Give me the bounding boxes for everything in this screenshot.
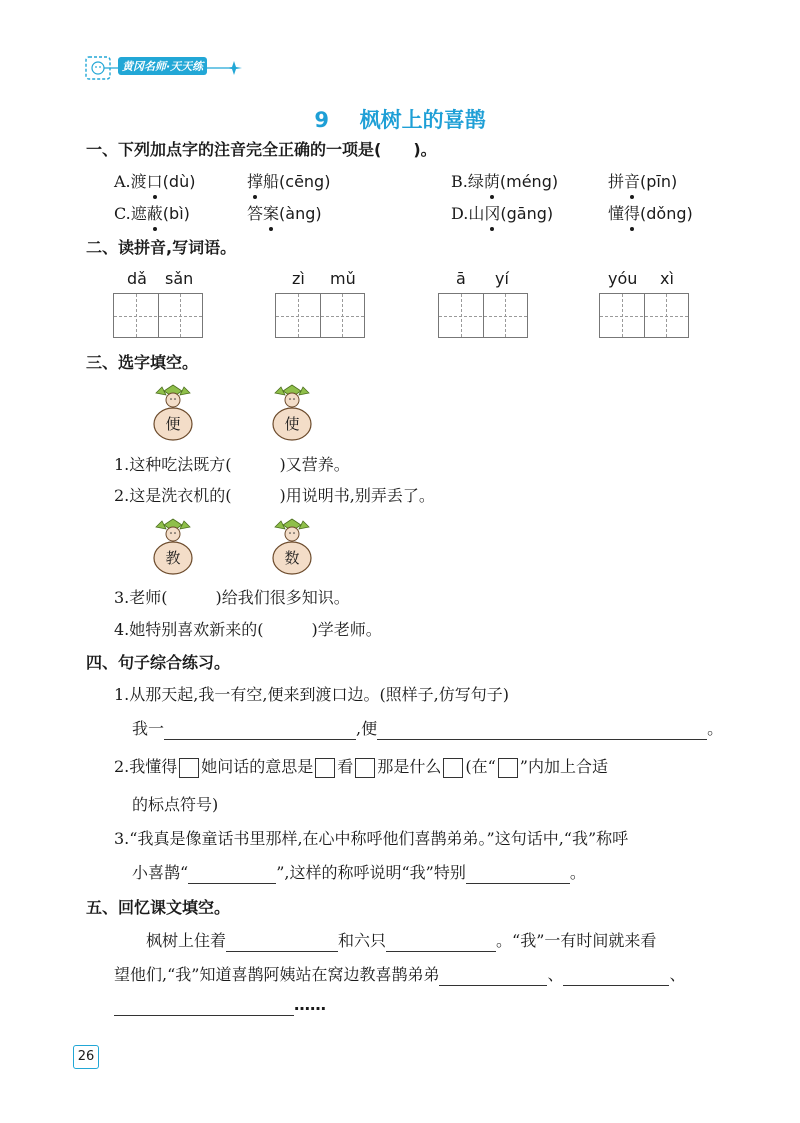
pinyin: sǎn: [165, 269, 194, 288]
q1-option-d-word2: 懂得(dǒng): [608, 204, 693, 223]
writing-grid[interactable]: [275, 293, 365, 338]
q1-option-b-word2: 拼音(pīn): [608, 172, 678, 191]
pinyin: ā: [456, 269, 466, 288]
header-logo: [84, 53, 254, 83]
q5-line-3: ……: [114, 994, 326, 1016]
q1-option-b: B.绿荫(méng): [451, 172, 559, 191]
fruit-char: 教: [165, 549, 181, 567]
q1-option-a-word2: 撑船(cēng): [247, 172, 331, 191]
writing-grid[interactable]: [438, 293, 528, 338]
q3-sentence-4: 4.她特别喜欢新来的( )学老师。: [114, 620, 382, 639]
q1-option-d: D.山冈(gāng): [451, 204, 554, 223]
q3-sentence-2: 2.这是洗衣机的( )用说明书,别弄丢了。: [114, 486, 435, 505]
answer-blank[interactable]: [226, 933, 338, 952]
punctuation-box[interactable]: [443, 758, 463, 778]
lesson-title: 枫树上的喜鹊: [359, 108, 486, 132]
q1-option-c: C.遮蔽(bì): [114, 204, 190, 223]
pinyin: yóu: [608, 269, 638, 288]
q4-item-1-answer: 我一 ,便 。: [132, 719, 724, 738]
pinyin: yí: [495, 269, 509, 288]
box-icon: [498, 758, 518, 778]
answer-blank[interactable]: [563, 967, 669, 986]
q3-heading: 三、选字填空。: [86, 353, 199, 372]
q1-option-a: A.渡口(dù): [114, 172, 196, 191]
answer-blank[interactable]: [188, 865, 276, 884]
q4-item-3-cont: 小喜鹊“ ”,这样的称呼说明“我”特别 。: [132, 863, 586, 882]
page-number: 26: [73, 1045, 99, 1069]
answer-blank[interactable]: [114, 997, 294, 1016]
q4-heading: 四、句子综合练习。: [86, 653, 231, 672]
lesson-number: 9: [314, 108, 329, 132]
logo-text: 黄冈名师·天天练: [118, 57, 207, 75]
q4-item-1: 1.从那天起,我一有空,便来到渡口边。(照样子,仿写句子): [114, 685, 510, 704]
q4-item-2-cont: 的标点符号): [132, 795, 219, 814]
char-fruit: [267, 383, 317, 443]
char-fruit: [148, 383, 198, 443]
q4-item-2: 2.我懂得 她问话的意思是 看 那是什么 (在“ ”内加上合适: [114, 757, 608, 776]
pinyin: dǎ: [127, 269, 147, 288]
answer-blank[interactable]: [164, 721, 356, 740]
q3-sentence-3: 3.老师( )给我们很多知识。: [114, 588, 350, 607]
q2-heading: 二、读拼音,写词语。: [86, 238, 237, 257]
pinyin: mǔ: [330, 269, 356, 288]
punctuation-box[interactable]: [179, 758, 199, 778]
pinyin: xì: [660, 269, 674, 288]
q3-sentence-1: 1.这种吃法既方( )又营养。: [114, 455, 350, 474]
answer-blank[interactable]: [386, 933, 496, 952]
answer-blank[interactable]: [377, 721, 707, 740]
q5-line-2: 望他们,“我”知道喜鹊阿姨站在窝边教喜鹊弟弟 、 、: [114, 965, 686, 984]
fruit-char: 便: [165, 415, 181, 433]
q5-line-1: 枫树上住着 和六只 。“我”一有时间就来看: [146, 931, 657, 950]
answer-blank[interactable]: [439, 967, 547, 986]
char-fruit: [267, 517, 317, 577]
punctuation-box[interactable]: [355, 758, 375, 778]
char-fruit: [148, 517, 198, 577]
pinyin: zì: [292, 269, 305, 288]
writing-grid[interactable]: [113, 293, 203, 338]
answer-blank[interactable]: [466, 865, 570, 884]
fruit-char: 数: [284, 549, 300, 567]
page-title: [0, 104, 800, 134]
writing-grid[interactable]: [599, 293, 689, 338]
punctuation-box[interactable]: [315, 758, 335, 778]
fruit-char: 使: [284, 415, 300, 433]
q4-item-3: 3.“我真是像童话书里那样,在心中称呼他们喜鹊弟弟。”这句话中,“我”称呼: [114, 829, 629, 848]
q1-heading: 一、下列加点字的注音完全正确的一项是( )。: [86, 140, 437, 159]
q5-heading: 五、回忆课文填空。: [86, 898, 231, 917]
q1-option-c-word2: 答案(àng): [247, 204, 322, 223]
